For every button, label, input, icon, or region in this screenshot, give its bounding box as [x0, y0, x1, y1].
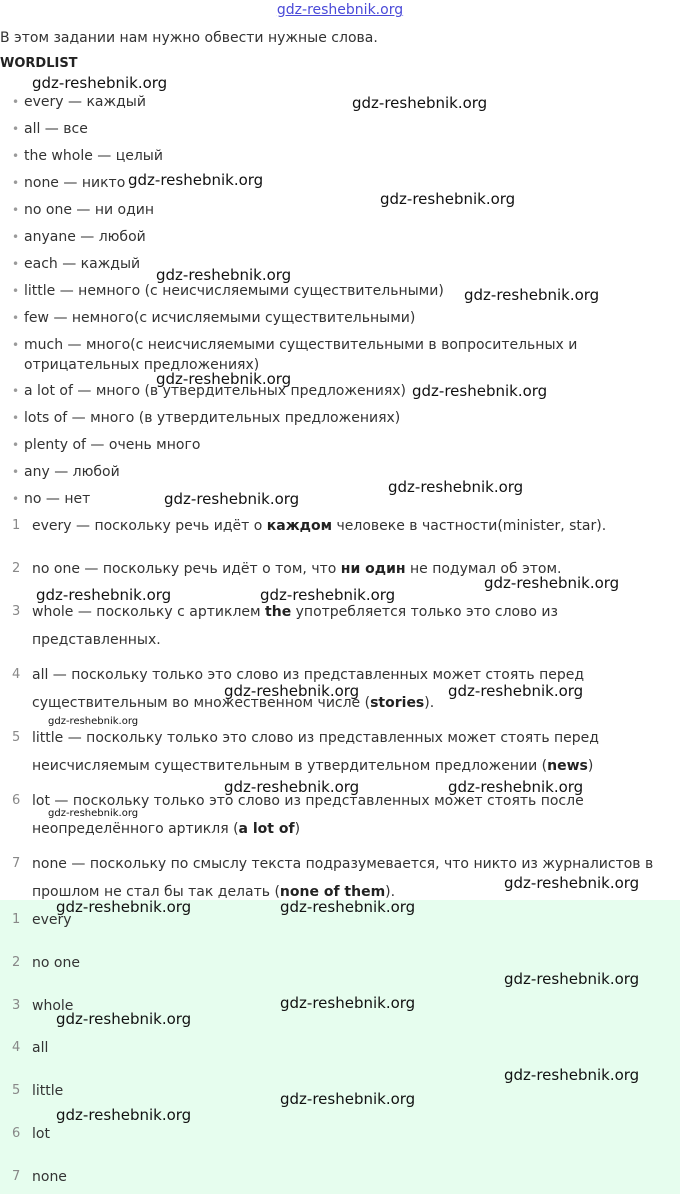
watermark: gdz-reshebnik.org — [448, 778, 584, 796]
answer-text: lot — [32, 1126, 50, 1142]
explanation-text: ). — [424, 695, 435, 711]
bullet-icon: • — [12, 203, 20, 217]
wordlist-item-text: any — любой — [24, 464, 120, 480]
item-number: 2 — [12, 561, 21, 576]
watermark: gdz-reshebnik.org — [464, 286, 600, 304]
answer-text: whole — [32, 998, 74, 1014]
answer-item — [0, 1077, 63, 1105]
watermark: gdz-reshebnik.org — [224, 682, 360, 700]
wordlist-item — [12, 378, 652, 405]
explanation-bold: каждом — [266, 518, 333, 534]
wordlist-item — [12, 305, 652, 332]
wordlist-title: WORDLIST — [0, 56, 78, 71]
explanation-bold: news — [547, 758, 588, 774]
item-number: 4 — [12, 1040, 21, 1055]
explanation-text: little — поскольку только это слово из представленных может стоять перед неисчисляемым существительным в утвердительном предложении ( — [32, 730, 599, 774]
watermark: gdz-reshebnik.org — [32, 74, 168, 92]
explanation-item — [0, 724, 668, 780]
wordlist-item-text: none — никто — [24, 175, 126, 191]
watermark: gdz-reshebnik.org — [448, 682, 584, 700]
explanation-text: ). — [385, 884, 396, 900]
answer-item — [0, 1034, 48, 1062]
bullet-icon: • — [12, 257, 20, 271]
wordlist-item-text: little — немного (с неисчисляемыми существительными) — [24, 283, 444, 299]
wordlist-item-text: anyane — любой — [24, 229, 146, 245]
item-number: 1 — [12, 912, 21, 927]
item-number: 5 — [12, 1083, 21, 1098]
wordlist-item — [12, 224, 652, 251]
item-number: 1 — [12, 518, 21, 533]
explanation-text: употребляется только это слово из представленных. — [32, 604, 558, 648]
watermark: gdz-reshebnik.org — [48, 808, 139, 819]
bullet-icon: • — [12, 230, 20, 244]
bullet-icon: • — [12, 411, 20, 425]
watermark: gdz-reshebnik.org — [164, 490, 300, 508]
watermark: gdz-reshebnik.org — [484, 574, 620, 592]
bullet-icon: • — [12, 311, 20, 325]
watermark: gdz-reshebnik.org — [352, 94, 488, 112]
watermark: gdz-reshebnik.org — [48, 716, 139, 727]
explanation-text: whole — поскольку с артиклем — [32, 604, 266, 620]
item-number: 3 — [12, 604, 21, 619]
answer-text: no one — [32, 955, 80, 971]
item-number: 4 — [12, 667, 21, 682]
wordlist-item — [12, 432, 652, 459]
wordlist-item-text: plenty of — очень много — [24, 437, 201, 453]
explanation-list — [0, 598, 668, 654]
wordlist-item-text: no — нет — [24, 491, 91, 507]
watermark: gdz-reshebnik.org — [56, 1106, 192, 1124]
explanation-text: ) — [587, 758, 594, 774]
watermark: gdz-reshebnik.org — [504, 1066, 640, 1084]
watermark: gdz-reshebnik.org — [56, 1010, 192, 1028]
item-number: 5 — [12, 730, 21, 745]
wordlist-item — [12, 405, 652, 432]
wordlist-item-text: all — все — [24, 121, 88, 137]
watermark: gdz-reshebnik.org — [504, 970, 640, 988]
explanation-bold: the — [265, 604, 292, 620]
item-number: 3 — [12, 998, 21, 1013]
wordlist-item — [12, 89, 652, 116]
wordlist-item — [12, 197, 652, 224]
wordlist-item-text: no one — ни один — [24, 202, 155, 218]
explanation-bold: a lot of — [238, 821, 295, 837]
bullet-icon: • — [12, 149, 20, 163]
wordlist-item — [12, 486, 652, 513]
watermark: gdz-reshebnik.org — [280, 994, 416, 1012]
bullet-icon: • — [12, 284, 20, 298]
answer-text: none — [32, 1169, 67, 1185]
explanation-bold: stories — [370, 695, 425, 711]
answer-text: all — [32, 1040, 49, 1056]
wordlist-item — [12, 143, 652, 170]
answer-item — [0, 949, 80, 977]
explanation-item — [0, 598, 668, 654]
watermark: gdz-reshebnik.org — [224, 778, 360, 796]
answer-text: little — [32, 1083, 64, 1099]
watermark: gdz-reshebnik.org — [380, 190, 516, 208]
intro-text: В этом задании нам нужно обвести нужные слова. — [0, 30, 378, 46]
wordlist-item-text: the whole — целый — [24, 148, 163, 164]
explanation-list — [0, 512, 668, 555]
bullet-icon: • — [12, 95, 20, 109]
bullet-icon: • — [12, 122, 20, 136]
explanation-list — [0, 724, 668, 780]
wordlist-item-text: few — немного(с исчисляемыми существительными) — [24, 310, 416, 326]
answers-panel — [0, 900, 680, 1194]
explanation-text: не подумал об этом. — [405, 561, 562, 577]
wordlist-item — [12, 170, 652, 197]
bullet-icon: • — [12, 465, 20, 479]
watermark: gdz-reshebnik.org — [260, 586, 396, 604]
explanation-item — [0, 512, 668, 555]
wordlist-item-text: a lot of — много (в утвердительных предложениях) — [24, 383, 407, 399]
bullet-icon: • — [12, 176, 20, 190]
wordlist-item-text: much — много(с неисчисляемыми существительными в вопросительных и отрицательных предложениях) — [24, 337, 578, 373]
item-number: 7 — [12, 1169, 21, 1184]
wordlist-item-text: each — каждый — [24, 256, 141, 272]
explanation-text: ) — [294, 821, 301, 837]
bullet-icon: • — [12, 438, 20, 452]
wordlist-item — [12, 251, 652, 278]
answer-item — [0, 1163, 67, 1191]
explanation-text: no one — поскольку речь идёт о том, что — [32, 561, 341, 577]
bullet-icon: • — [12, 492, 20, 506]
item-number: 2 — [12, 955, 21, 970]
explanation-text: none — поскольку по смыслу текста подразумевается, что никто из журналистов в прошлом не стал бы так делать ( — [32, 856, 654, 900]
explanation-text: lot — поскольку только это слово из представленных может стоять после неопределённого артикля ( — [32, 793, 584, 837]
explanation-text: every — поскольку речь идёт о — [32, 518, 267, 534]
watermark: gdz-reshebnik.org — [412, 382, 548, 400]
item-number: 6 — [12, 793, 21, 808]
explanation-text: человеке в частности(minister, star). — [332, 518, 607, 534]
answer-item — [0, 1120, 50, 1148]
wordlist-item — [12, 332, 652, 378]
bullet-icon: • — [12, 338, 20, 352]
explanation-bold: none of them — [279, 884, 386, 900]
item-number: 6 — [12, 1126, 21, 1141]
watermark: gdz-reshebnik.org — [36, 586, 172, 604]
site-link[interactable]: gdz-reshebnik.org — [276, 2, 404, 18]
answer-text: every — [32, 912, 72, 928]
explanation-text: all — поскольку только это слово из представленных может стоять перед существительным во множественном числе ( — [32, 667, 585, 711]
watermark: gdz-reshebnik.org — [280, 1090, 416, 1108]
wordlist-item — [12, 116, 652, 143]
explanation-bold: ни один — [340, 561, 406, 577]
watermark: gdz-reshebnik.org — [504, 874, 640, 892]
wordlist-item-text: lots of — много (в утвердительных предложениях) — [24, 410, 401, 426]
watermark: gdz-reshebnik.org — [156, 370, 292, 388]
bullet-icon: • — [12, 384, 20, 398]
watermark: gdz-reshebnik.org — [128, 171, 264, 189]
wordlist-item — [12, 459, 652, 486]
watermark: gdz-reshebnik.org — [156, 266, 292, 284]
item-number: 7 — [12, 856, 21, 871]
watermark: gdz-reshebnik.org — [280, 898, 416, 916]
wordlist-item-text: every — каждый — [24, 94, 146, 110]
watermark: gdz-reshebnik.org — [56, 898, 192, 916]
watermark: gdz-reshebnik.org — [388, 478, 524, 496]
